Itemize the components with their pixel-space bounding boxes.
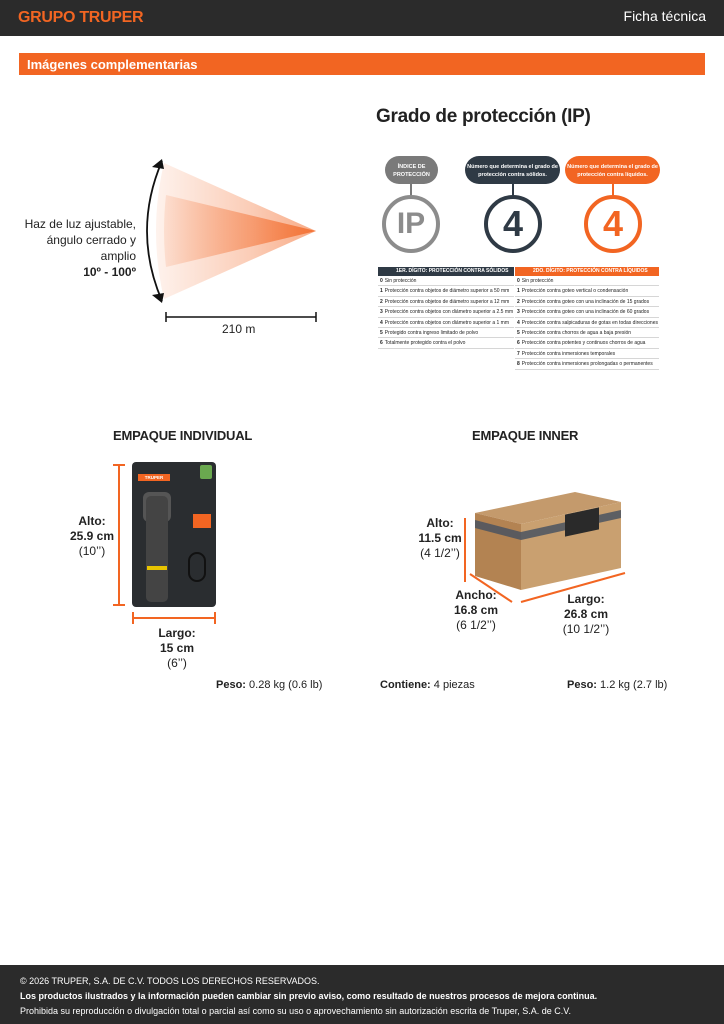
weight-label: Peso: [216,679,246,691]
inner-height-title: Alto: [426,516,454,530]
liquids-table-header: 2DO. DÍGITO: PROTECCIÓN CONTRA LÍQUIDOS [515,267,659,276]
arc-arrow-top [152,159,164,169]
contents-label: Contiene: [380,679,431,691]
weight-value: 0.28 kg (0.6 lb) [249,679,323,691]
table-row [515,297,659,307]
length-title: Largo: [158,626,196,640]
solids-pill: Número que determina el grado de protección contra sólidos. [465,156,560,184]
inner-width-cm: 16.8 cm [453,603,499,617]
ip-title: Grado de protección (IP) [376,106,591,127]
row-text: Totalmente protegido contra el polvo [384,340,466,347]
flashlight-ring [147,566,167,570]
eco-badge-icon [200,465,212,479]
table-row [378,276,514,286]
inner-height-in: (4 1/2’’) [420,546,460,560]
table-row [515,286,659,296]
inner-width-title: Ancho: [455,588,497,602]
length-in: (6’’) [167,656,187,670]
row-digit: 0 [517,278,520,284]
beam-text-line1: Haz de luz ajustable, [24,217,136,231]
row-text: Protección contra potentes y continuos chorros de agua [521,340,646,347]
arc-arrow-bottom [152,293,164,303]
row-digit: 2 [517,298,520,305]
grupo-truper-logo: GRUPO TRUPER [18,9,144,26]
row-digit: 3 [380,309,383,316]
table-row [515,276,659,286]
inner-length-in: (10 1/2’’) [562,622,610,636]
inner-width-label [448,588,504,633]
inner-length-cm: 26.8 cm [563,607,609,621]
row-text: Sin protección [521,278,554,284]
individual-height-label [62,514,122,559]
beam-angle-range: 10º - 100º [83,265,136,279]
row-text: Protección contra inmersiones temporales [521,350,616,357]
table-row [515,307,659,317]
beam-text-line2: ángulo cerrado y amplio [46,233,136,263]
inner-weight-label: Peso: [567,679,597,691]
contents-value: 4 piezas [433,679,475,691]
length-cm: 15 cm [159,641,195,655]
section-header [19,53,705,75]
table-row [515,318,659,328]
row-text: Sin protección [384,278,417,284]
row-text: Protección contra chorros de agua a baja presión [521,329,632,336]
inner-contents [380,679,475,691]
row-digit: 8 [517,361,520,368]
table-row [378,328,514,338]
row-digit: 7 [517,350,520,357]
footer [0,965,724,1024]
row-text: Protección contra objetos con diámetro superior a 2.5 mm [384,309,514,316]
inner-weight-value: 1.2 kg (2.7 lb) [600,679,668,691]
card-brand-logo: TRUPER [138,474,170,481]
table-row [515,338,659,348]
row-digit: 2 [380,298,383,305]
solids-rows [378,276,514,349]
ip-index-pill: ÍNDICE DE PROTECCIÓN [385,156,438,184]
row-digit: 1 [517,288,520,295]
liquids-table [515,267,659,370]
usb-cable-icon [188,552,206,582]
document-title: Ficha técnica [623,8,706,24]
row-digit: 4 [517,319,520,326]
inner-height-cm: 11.5 cm [418,531,462,545]
connector-ip [410,182,412,196]
solid-digit-circle: 4 [484,195,542,253]
row-text: Protección contra inmersiones prolongadas o permanentes [521,361,653,368]
individual-length-label [147,626,207,671]
individual-weight [216,679,322,691]
lumen-tag [193,514,211,528]
section-title: Imágenes complementarias [27,57,198,72]
inner-package-title: EMPAQUE INNER [472,428,579,443]
beam-description [24,216,136,280]
table-row [515,359,659,369]
light-beam-illustration [140,155,330,330]
table-row [378,286,514,296]
ip-circle: IP [382,195,440,253]
table-row [515,328,659,338]
row-digit: 4 [380,319,383,326]
row-digit: 5 [517,329,520,336]
solids-table [378,267,514,349]
row-text: Protección contra salpicaduras de gotas en todas direcciones [521,319,658,326]
liquids-pill: Número que determina el grado de protección contra líquidos. [565,156,660,184]
inner-height-label [416,516,464,561]
connector-liquid [612,182,614,196]
copyright-text: © 2026 TRUPER, S.A. DE C.V. TODOS LOS DERECHOS RESERVADOS. [20,976,320,986]
row-digit: 1 [380,288,383,295]
row-digit: 5 [380,329,383,336]
row-digit: 3 [517,309,520,316]
inner-weight [567,679,667,691]
connector-solid [512,182,514,196]
row-text: Protección contra objetos de diámetro superior a 50 mm [384,288,510,295]
inner-width-in: (6 1/2’’) [456,618,496,632]
table-row [378,297,514,307]
solids-table-header: 1ER. DÍGITO: PROTECCIÓN CONTRA SÓLIDOS [378,267,514,276]
table-row [378,307,514,317]
beam-distance: 210 m [222,322,256,336]
individual-package-title: EMPAQUE INDIVIDUAL [113,428,253,443]
row-text: Protección contra goteo vertical o condensación [521,288,629,295]
inner-length-label [556,592,616,637]
row-text: Protección contra goteo con una inclinación de 15 grados [521,298,650,305]
header-bar [0,0,724,36]
height-title: Alto: [78,514,106,528]
height-in: (10’’) [78,544,106,558]
prohibition-text: Prohibida su reproducción o divulgación total o parcial así como su uso o aprovechamiento sin autorización escrita de Truper, S.A. de C.V. [20,1006,571,1016]
table-row [378,318,514,328]
row-digit: 6 [517,340,520,347]
liquid-digit-circle: 4 [584,195,642,253]
flashlight-package [132,462,216,607]
row-text: Protección contra objetos de diámetro superior a 12 mm [384,298,510,305]
table-row [515,349,659,359]
table-row [378,338,514,348]
row-text: Protección contra goteo con una inclinación de 60 grados [521,309,650,316]
height-cm: 25.9 cm [69,529,115,543]
liquids-rows [515,276,659,370]
notice-text: Los productos ilustrados y la información pueden cambiar sin previo aviso, como resultado de nuestros procesos de mejora continua. [20,991,598,1001]
row-digit: 0 [380,278,383,284]
row-digit: 6 [380,340,383,347]
flashlight-body-icon [146,496,168,602]
row-text: Protección contra objetos con diámetro superior a 1 mm [384,319,510,326]
inner-length-title: Largo: [567,592,605,606]
row-text: Protegido contra ingreso limitado de polvo [384,329,479,336]
